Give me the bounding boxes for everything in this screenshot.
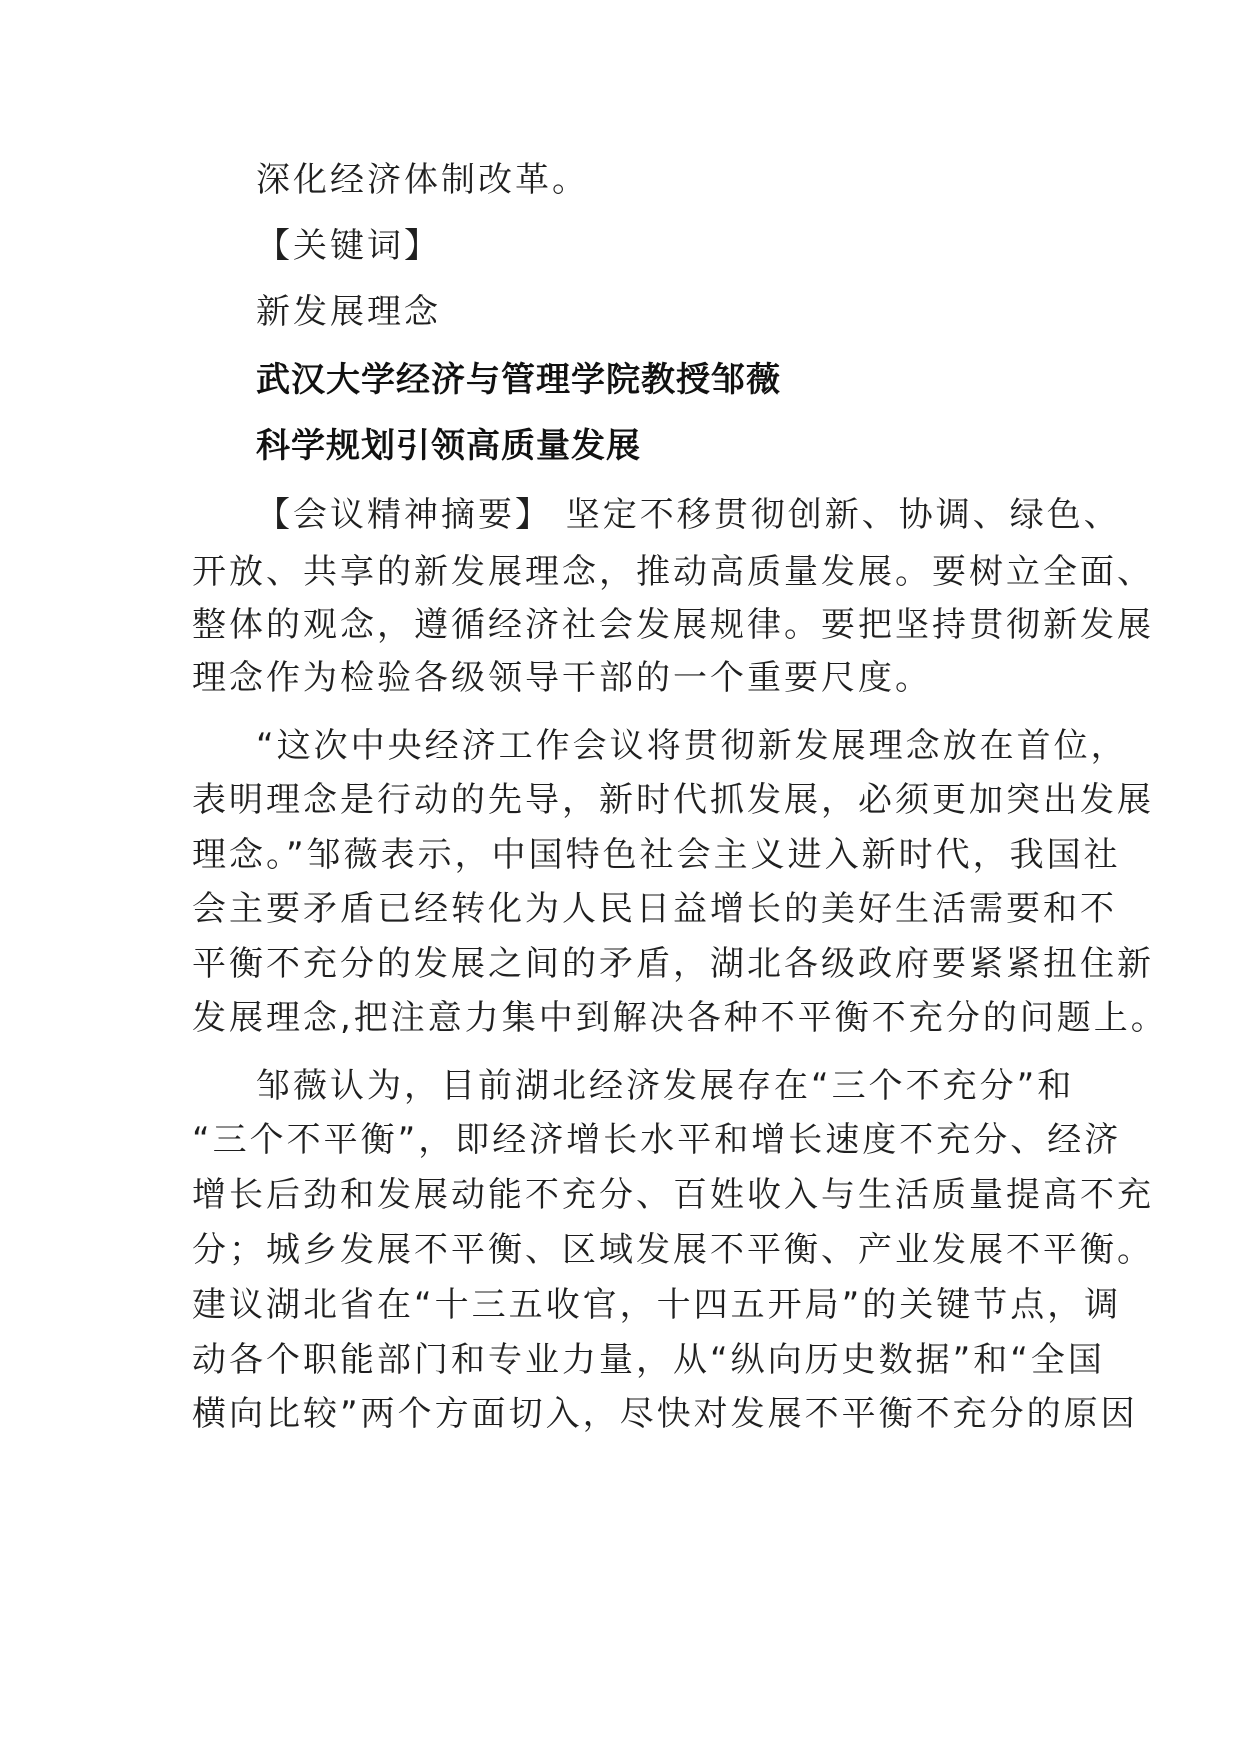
paragraph-line: “这次中央经济工作会议将贯彻新发展理念放在首位， — [256, 726, 1128, 766]
paragraph-line: 增长后劲和发展动能不充分、百姓收入与生活质量提高不充 — [192, 1175, 1154, 1215]
summary-line: 【会议精神摘要】 坚定不移贯彻创新、协调、绿色、 — [256, 495, 1121, 535]
paragraph-line: 横向比较”两个方面切入，尽快对发展不平衡不充分的原因 — [192, 1394, 1138, 1434]
paragraph-line: 动各个职能部门和专业力量，从“纵向历史数据”和“全国 — [192, 1340, 1105, 1380]
author-heading: 武汉大学经济与管理学院教授邹薇 — [256, 360, 781, 400]
paragraph-line: 邹薇认为，目前湖北经济发展存在“三个不充分”和 — [256, 1066, 1075, 1106]
summary-line: 理念作为检验各级领导干部的一个重要尺度。 — [192, 658, 932, 698]
paragraph-line: 会主要矛盾已经转化为人民日益增长的美好生活需要和不 — [192, 889, 1117, 929]
summary-line: 开放、共享的新发展理念，推动高质量发展。要树立全面、 — [192, 552, 1154, 592]
opening-line: 深化经济体制改革。 — [256, 160, 589, 200]
title-heading: 科学规划引领高质量发展 — [256, 426, 641, 466]
paragraph-line: “三个不平衡”，即经济增长水平和增长速度不充分、经济 — [192, 1120, 1122, 1160]
paragraph-line: 表明理念是行动的先导，新时代抓发展，必须更加突出发展 — [192, 780, 1154, 820]
keywords-label: 【关键词】 — [256, 226, 441, 266]
paragraph-line: 建议湖北省在“十三五收官，十四五开局”的关键节点，调 — [192, 1285, 1122, 1325]
paragraph-line: 分；城乡发展不平衡、区域发展不平衡、产业发展不平衡。 — [192, 1230, 1154, 1270]
paragraph-line: 理念。”邹薇表示，中国特色社会主义进入新时代，我国社 — [192, 835, 1121, 875]
summary-line: 整体的观念，遵循经济社会发展规律。要把坚持贯彻新发展 — [192, 605, 1154, 645]
keywords-value: 新发展理念 — [256, 292, 441, 332]
paragraph-line: 平衡不充分的发展之间的矛盾，湖北各级政府要紧紧扭住新 — [192, 944, 1154, 984]
paragraph-line: 发展理念,把注意力集中到解决各种不平衡不充分的问题上。 — [192, 998, 1168, 1038]
